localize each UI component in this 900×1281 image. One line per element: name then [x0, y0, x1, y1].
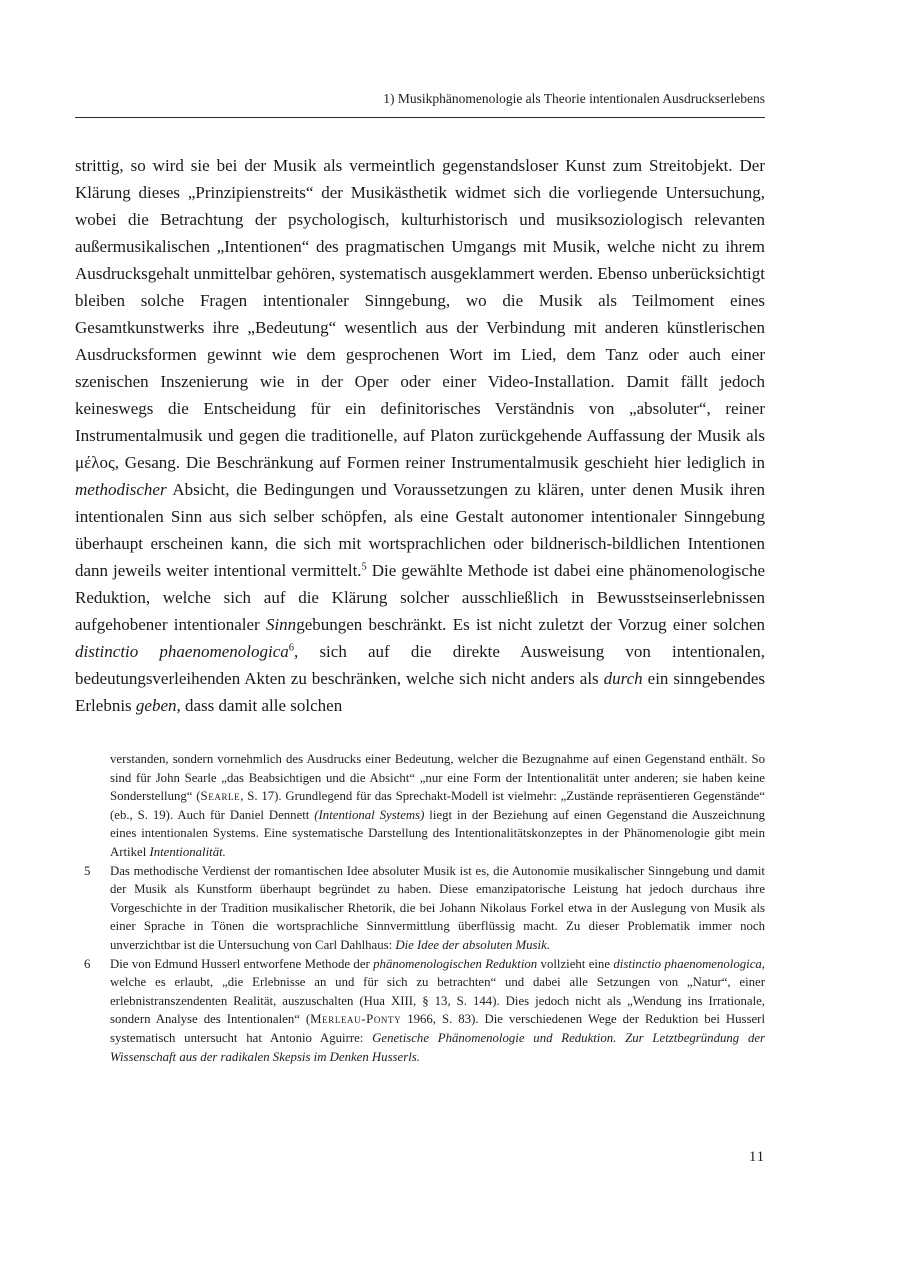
footnote-continuation-text: verstanden, sondern vornehmlich des Ausdrucks einer Bedeutung, welcher die Bezugnahme auf einen Gegenstand enthält. So sind für John Searle „das Beabsichtigen und die Absicht“ „nur eine Form der Intentionalität unter anderen; sie haben keine Sonderstellung“ (Searle, S. 17). Grundlegend für das Sprechakt-Modell ist vielmehr: „Zustände repräsentieren Gegenstände“ (eb., S. 19). Auch für Daniel Dennett (Intentional Systems) liegt in der Beziehung auf einen Gegenstand die Auszeichnung eines intentionalen Systems. Eine systematische Darstellung des Intentionalitätskonzeptes in der Phänomenologie gibt mein Artikel Intentionalität. — [110, 752, 766, 859]
page-number: 11 — [749, 1149, 765, 1165]
footnote-5-number: 5 — [84, 863, 91, 878]
page-footer — [749, 1148, 765, 1166]
footnotes-section — [84, 750, 766, 1066]
footnote-6 — [84, 955, 766, 1067]
body-paragraph: strittig, so wird sie bei der Musik als vermeintlich gegenstandsloser Kunst zum Streitobjekt. Der Klärung dieses „Prinzipienstreits“ der Musikästhetik widmet sich die vorliegende Untersuchung, wobei die Betrachtung der psychologisch, kulturhistorisch und musiksoziologisch relevanten außermusikalischen „Intentionen“ des pragmatischen Umgangs mit Musik, welche nicht zu ihrem Ausdrucksgehalt unmittelbar gehören, systematisch ausgeklammert werden. Ebenso unberücksichtigt bleiben solche Fragen intentionaler Sinngebung, wo die Musik als Teilmoment eines Gesamtkunstwerks ihre „Bedeutung“ wesentlich aus der Verbindung mit anderen künstlerischen Ausdrucksformen gewinnt wie dem gesprochenen Wort im Lied, dem Tanz oder auch einer szenischen Inszenierung wie in der Oper oder einer Video-Installation. Damit fällt jedoch keineswegs die Entscheidung für ein definitorisches Verständnis von „absoluter“, reiner Instrumentalmusik und gegen die traditionelle, auf Platon zurückgehende Auffassung der Musik als μέλος, Gesang. Die Beschränkung auf Formen reiner Instrumentalmusik geschieht hier lediglich in methodischer Absicht, die Bedingungen und Voraussetzungen zu klären, unter denen Musik ihren intentionalen Sinn aus sich selber schöpfen, als eine Gestalt autonomer intentionaler Sinngebung überhaupt erscheinen kann, die sich mit wortsprachlichen oder bildnerisch-bildlichen Intentionen dann jeweils weiter intentional vermittelt.$^5$ Die gewählte Methode ist dabei eine phänomenologische Reduktion, welche sich auf die Klärung solcher ausschließlich in Bewusstseinserlebnissen aufgehobener intentionaler Sinngebungen beschränkt. Es ist nicht zuletzt der Vorzug einer solchen distinctio phaenomenologica$^6$, sich auf die direkte Ausweisung von intentionalen, bedeutungsverleihenden Akten zu beschränken, welche sich nicht anders als durch ein sinngebendes Erlebnis geben, dass damit alle solchen — [75, 156, 765, 715]
footnote-continuation — [110, 750, 765, 862]
footnote-6-text: Die von Edmund Husserl entworfene Methode der phänomenologischen Reduktion vollzieht eine distinctio phaenomenologica, welche es erlaubt, „die Erlebnisse an und für sich zu betrachten“ und dabei alle Setzungen von „Natur“, einer erlebnistranszendenten Realität, auszuschalten (Hua XIII, § 13, S. 144). Dies jedoch nicht als „Wendung ins Irrationale, sondern Analyse des Intentionalen“ (Merleau-Ponty 1966, S. 83). Die verschiedenen Wege der Reduktion bei Husserl systematisch untersucht hat Antonio Aguirre: Genetische Phänomenologie und Reduktion. Zur Letztbegründung der Wissenschaft aus der radikalen Skepsis im Denken Husserls. — [110, 956, 766, 1064]
footnote-6-number: 6 — [84, 956, 91, 971]
footnote-5-text: Das methodische Verdienst der romantischen Idee absoluter Musik ist es, die Autonomie musikalischer Sinngebung und damit der Musik als Kunstform überhaupt begründet zu haben. Diese emanzipatorische Leistung hat jedoch durchaus ihre Vorgeschichte in der Tradition musikalischer Rhetorik, die bei Johann Nikolaus Forkel etwa in der Auslegung von Musik als einer Sprache in Tönen die wortsprachliche Sinnvermittlung überflüssig macht. Zu dieser Problematik immer noch unverzichtbar ist die Untersuchung von Carl Dahlhaus: Die Idee der absoluten Musik. — [110, 863, 765, 952]
footnote-5 — [84, 862, 765, 955]
main-text-block — [75, 152, 765, 719]
running-header-title: 1) Musikphänomenologie als Theorie intentionalen Ausdruckserlebens — [383, 91, 765, 106]
running-header — [75, 90, 765, 118]
